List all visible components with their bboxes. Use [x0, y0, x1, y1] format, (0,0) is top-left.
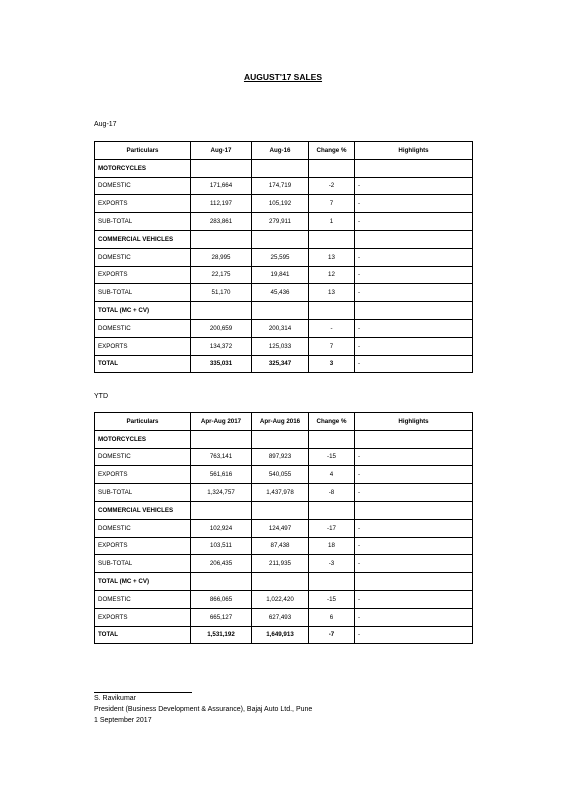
cell-highlights: - [355, 590, 473, 608]
header-change: Change % [309, 142, 355, 160]
cell-highlights: - [355, 519, 473, 537]
ytd-sales-table [94, 412, 473, 644]
cell-change: 18 [309, 537, 355, 555]
table-row [95, 177, 473, 195]
cell-change: -3 [309, 555, 355, 573]
cell-change: 1 [309, 213, 355, 231]
signature-line [94, 692, 192, 693]
table-row [95, 266, 473, 284]
cell-previous: 1,022,420 [252, 590, 309, 608]
header-particulars: Particulars [95, 413, 191, 431]
category-total: TOTAL (MC + CV) [95, 302, 191, 320]
row-label: EXPORTS [95, 466, 191, 484]
cell-change: -17 [309, 519, 355, 537]
category-commercial-vehicles: COMMERCIAL VEHICLES [95, 501, 191, 519]
table-row [95, 537, 473, 555]
category-row [95, 501, 473, 519]
header-previous: Apr-Aug 2016 [252, 413, 309, 431]
row-label: SUB-TOTAL [95, 484, 191, 502]
cell-current: 206,435 [191, 555, 252, 573]
cell-highlights: - [355, 608, 473, 626]
header-change: Change % [309, 413, 355, 431]
cell-previous: 174,719 [252, 177, 309, 195]
row-label: DOMESTIC [95, 519, 191, 537]
row-label: SUB-TOTAL [95, 555, 191, 573]
cell-change: -15 [309, 448, 355, 466]
cell-current: 112,197 [191, 195, 252, 213]
cell-previous: 897,923 [252, 448, 309, 466]
cell-current: 763,141 [191, 448, 252, 466]
cell-change: -7 [309, 626, 355, 644]
cell-highlights: - [355, 248, 473, 266]
table-row [95, 555, 473, 573]
cell-previous: 627,493 [252, 608, 309, 626]
table-row [95, 484, 473, 502]
page-title: AUGUST'17 SALES [243, 72, 323, 82]
signature-date: 1 September 2017 [94, 717, 152, 724]
table-header-row [95, 142, 473, 160]
cell-change: 6 [309, 608, 355, 626]
cell-change: 7 [309, 337, 355, 355]
table-row [95, 195, 473, 213]
grand-total-row [95, 355, 473, 373]
row-label: SUB-TOTAL [95, 213, 191, 231]
row-label: DOMESTIC [95, 177, 191, 195]
table-row [95, 608, 473, 626]
cell-highlights: - [355, 319, 473, 337]
cell-change: 3 [309, 355, 355, 373]
table-row [95, 466, 473, 484]
category-row [95, 430, 473, 448]
cell-highlights: - [355, 284, 473, 302]
header-current: Apr-Aug 2017 [191, 413, 252, 431]
cell-previous: 105,192 [252, 195, 309, 213]
row-label: EXPORTS [95, 608, 191, 626]
table-row [95, 519, 473, 537]
category-row [95, 159, 473, 177]
cell-previous: 540,055 [252, 466, 309, 484]
cell-current: 103,511 [191, 537, 252, 555]
category-commercial-vehicles: COMMERCIAL VEHICLES [95, 230, 191, 248]
cell-current: 866,065 [191, 590, 252, 608]
row-label: EXPORTS [95, 537, 191, 555]
cell-highlights: - [355, 337, 473, 355]
cell-current: 22,175 [191, 266, 252, 284]
monthly-sales-table [94, 141, 473, 373]
table-row [95, 337, 473, 355]
cell-current: 102,924 [191, 519, 252, 537]
row-label: EXPORTS [95, 266, 191, 284]
cell-current: 51,170 [191, 284, 252, 302]
category-total: TOTAL (MC + CV) [95, 573, 191, 591]
cell-current: 134,372 [191, 337, 252, 355]
cell-current: 1,531,192 [191, 626, 252, 644]
cell-current: 171,664 [191, 177, 252, 195]
category-motorcycles: MOTORCYCLES [95, 159, 191, 177]
cell-previous: 1,437,978 [252, 484, 309, 502]
cell-change: -8 [309, 484, 355, 502]
cell-change: 13 [309, 284, 355, 302]
cell-highlights: - [355, 484, 473, 502]
cell-highlights: - [355, 555, 473, 573]
header-highlights: Highlights [355, 413, 473, 431]
cell-highlights: - [355, 355, 473, 373]
cell-change: 4 [309, 466, 355, 484]
cell-highlights: - [355, 177, 473, 195]
cell-previous: 19,841 [252, 266, 309, 284]
cell-previous: 25,595 [252, 248, 309, 266]
header-highlights: Highlights [355, 142, 473, 160]
cell-previous: 211,935 [252, 555, 309, 573]
cell-change: 13 [309, 248, 355, 266]
cell-previous: 325,347 [252, 355, 309, 373]
category-motorcycles: MOTORCYCLES [95, 430, 191, 448]
cell-current: 561,616 [191, 466, 252, 484]
cell-previous: 279,911 [252, 213, 309, 231]
table-row [95, 319, 473, 337]
cell-highlights: - [355, 195, 473, 213]
cell-previous: 1,649,913 [252, 626, 309, 644]
table-row [95, 590, 473, 608]
table-row [95, 284, 473, 302]
row-label: TOTAL [95, 626, 191, 644]
cell-change: 12 [309, 266, 355, 284]
cell-highlights: - [355, 537, 473, 555]
signatory-name: S. Ravikumar [94, 695, 137, 702]
row-label: SUB-TOTAL [95, 284, 191, 302]
cell-current: 335,031 [191, 355, 252, 373]
cell-current: 1,324,757 [191, 484, 252, 502]
cell-change: 7 [309, 195, 355, 213]
cell-highlights: - [355, 448, 473, 466]
row-label: DOMESTIC [95, 448, 191, 466]
cell-change: -2 [309, 177, 355, 195]
cell-previous: 200,314 [252, 319, 309, 337]
row-label: DOMESTIC [95, 248, 191, 266]
section-label-ytd: YTD [94, 393, 108, 400]
cell-current: 283,861 [191, 213, 252, 231]
header-current: Aug-17 [191, 142, 252, 160]
row-label: DOMESTIC [95, 319, 191, 337]
section-label-month: Aug-17 [94, 121, 117, 128]
cell-current: 665,127 [191, 608, 252, 626]
cell-previous: 124,497 [252, 519, 309, 537]
category-row [95, 573, 473, 591]
cell-highlights: - [355, 626, 473, 644]
signatory-role: President (Business Development & Assurance), Bajaj Auto Ltd., Pune [94, 706, 313, 713]
row-label: TOTAL [95, 355, 191, 373]
cell-previous: 45,436 [252, 284, 309, 302]
table-row [95, 213, 473, 231]
cell-highlights: - [355, 266, 473, 284]
cell-previous: 87,438 [252, 537, 309, 555]
cell-highlights: - [355, 466, 473, 484]
row-label: EXPORTS [95, 337, 191, 355]
row-label: EXPORTS [95, 195, 191, 213]
cell-current: 28,995 [191, 248, 252, 266]
row-label: DOMESTIC [95, 590, 191, 608]
grand-total-row [95, 626, 473, 644]
category-row [95, 230, 473, 248]
header-particulars: Particulars [95, 142, 191, 160]
header-previous: Aug-16 [252, 142, 309, 160]
table-header-row [95, 413, 473, 431]
cell-previous: 125,033 [252, 337, 309, 355]
cell-current: 200,659 [191, 319, 252, 337]
cell-change: -15 [309, 590, 355, 608]
table-row [95, 448, 473, 466]
category-row [95, 302, 473, 320]
table-row [95, 248, 473, 266]
cell-highlights: - [355, 213, 473, 231]
cell-change: - [309, 319, 355, 337]
